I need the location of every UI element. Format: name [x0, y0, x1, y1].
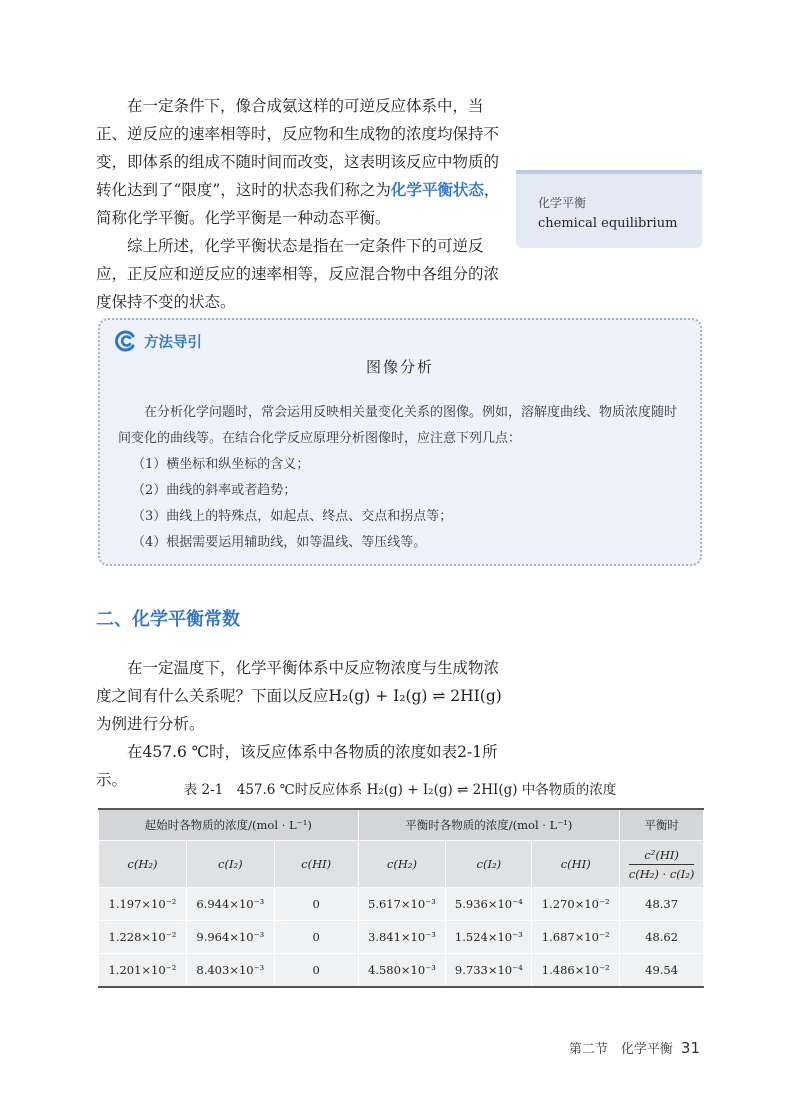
glossary-sidebar [516, 170, 702, 248]
ratio-denominator: c(H₂) · c(I₂) [628, 866, 695, 881]
column-header: c(I₂) [446, 841, 532, 888]
method-guide-header [114, 328, 202, 354]
section-paragraph-1: 在一定温度下，化学平衡体系中反应物浓度与生成物浓度之间有什么关系呢？下面以反应H₂(g) + I₂(g) ⇌ 2HI(g)为例进行分析。 [96, 659, 502, 733]
method-guide-item: （1）横坐标和纵坐标的含义； [132, 457, 310, 472]
table-sub-header-row [99, 841, 704, 888]
page-number: 31 [680, 1039, 700, 1057]
table-cell: 4.580×10⁻³ [358, 954, 446, 988]
table-cell: 5.617×10⁻³ [358, 888, 446, 921]
table-cell: 9.964×10⁻³ [186, 921, 274, 954]
section-paragraphs [96, 654, 506, 794]
ratio-numerator: c²(HI) [629, 848, 695, 865]
header-ratio: 平衡时 [620, 809, 704, 841]
intro-paragraph-1: 在一定条件下，像合成氨这样的可逆反应体系中，当正、逆反应的速率相等时，反应物和生成物的浓度均保持不变，即体系的组成不随时间而改变，这表明该反应中物质的转化达到了“限度”，这时的状态我们称之为化学平衡状态，简称化学平衡。化学平衡是一种动态平衡。 [96, 97, 500, 227]
reaction-equation: H₂(g) + I₂(g) ⇌ 2HI(g) [328, 687, 502, 705]
table-cell: 1.270×10⁻² [532, 888, 620, 921]
header-initial: 起始时各物质的浓度/(mol · L⁻¹) [99, 809, 359, 841]
table-cell: 1.486×10⁻² [532, 954, 620, 988]
table-cell: 0 [274, 888, 358, 921]
method-guide-intro: 在分析化学问题时，常会运用反映相关量变化关系的图像。例如，溶解度曲线、物质浓度随时间变化的曲线等。在结合化学反应原理分析图像时，应注意下列几点： [118, 405, 678, 446]
table-cell: 0 [274, 921, 358, 954]
intro-paragraphs [96, 92, 506, 316]
table-cell: 6.944×10⁻³ [186, 888, 274, 921]
method-guide-title: 图像分析 [365, 358, 434, 376]
header-equilibrium: 平衡时各物质的浓度/(mol · L⁻¹) [358, 809, 620, 841]
table-cell: 1.228×10⁻² [99, 921, 187, 954]
ratio-header [620, 841, 704, 888]
section-heading: 二、化学平衡常数 [96, 609, 240, 630]
table-row [99, 954, 704, 988]
method-guide-item: （3）曲线上的特殊点，如起点、终点、交点和拐点等； [132, 509, 453, 524]
glossary-term-zh: 化学平衡 [538, 196, 587, 210]
table-cell: 1.524×10⁻³ [446, 921, 532, 954]
method-guide-item: （4）根据需要运用辅助线，如等温线、等压线等。 [132, 535, 427, 550]
column-header: c(I₂) [186, 841, 274, 888]
table-cell: 8.403×10⁻³ [186, 954, 274, 988]
table-row [99, 888, 704, 921]
column-header: c(H₂) [358, 841, 446, 888]
table-caption: 表 2-1 457.6 ℃时反应体系 H₂(g) + I₂(g) ⇌ 2HI(g) 中各物质的浓度 [183, 782, 617, 798]
table-cell: 48.62 [620, 921, 704, 954]
table-cell: 1.687×10⁻² [532, 921, 620, 954]
table-cell: 1.197×10⁻² [99, 888, 187, 921]
table-cell: 0 [274, 954, 358, 988]
table-group-header-row [99, 809, 704, 841]
footer-section-title: 第二节 化学平衡 [568, 1042, 673, 1057]
glossary-term-en: chemical equilibrium [538, 216, 678, 231]
method-guide-label: 方法导引 [144, 334, 202, 351]
table-cell: 3.841×10⁻³ [358, 921, 446, 954]
intro-paragraph-2: 综上所述，化学平衡状态是指在一定条件下的可逆反应，正反应和逆反应的速率相等，反应混合物中各组分的浓度保持不变的状态。 [96, 237, 500, 311]
column-header: c(H₂) [99, 841, 187, 888]
table-row [99, 921, 704, 954]
table-cell: 1.201×10⁻² [99, 954, 187, 988]
method-guide-item: （2）曲线的斜率或者趋势； [132, 483, 297, 498]
section-paragraph-2: 在457.6 ℃时，该反应体系中各物质的浓度如表2-1所示。 [96, 743, 498, 789]
column-header: c(HI) [274, 841, 358, 888]
page-footer [569, 1038, 700, 1057]
table-cell: 49.54 [620, 954, 704, 988]
table-cell: 48.37 [620, 888, 704, 921]
method-guide-body [118, 400, 686, 556]
method-guide-icon [114, 329, 138, 353]
concentration-table [98, 808, 704, 988]
table-cell: 5.936×10⁻⁴ [446, 888, 532, 921]
column-header: c(HI) [532, 841, 620, 888]
table-cell: 9.733×10⁻⁴ [446, 954, 532, 988]
ratio-fraction [629, 848, 695, 881]
key-term: 化学平衡状态 [390, 181, 484, 199]
method-guide-box [98, 318, 702, 566]
